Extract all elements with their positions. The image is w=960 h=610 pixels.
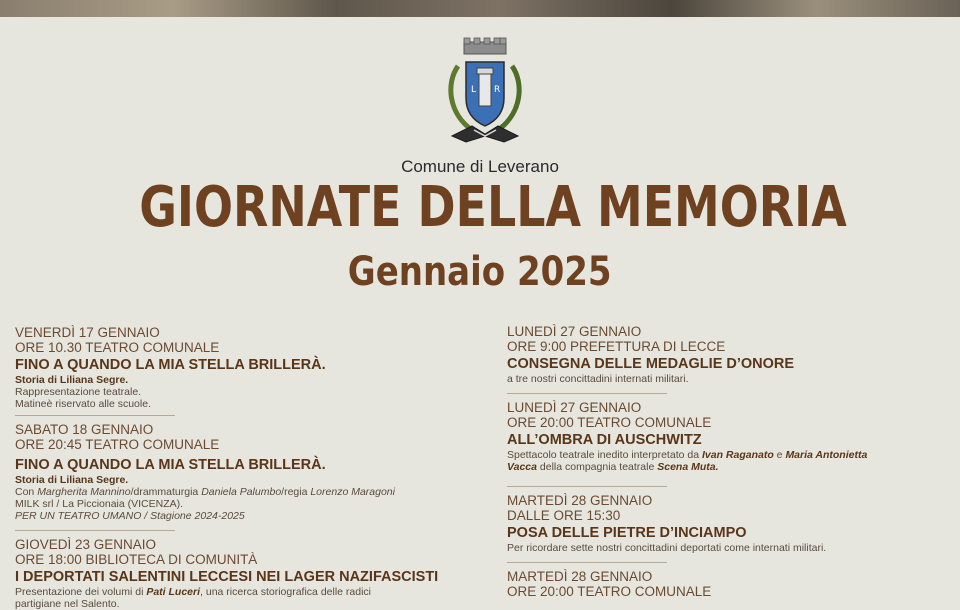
header-photo-strip (0, 0, 960, 17)
svg-text:R: R (494, 85, 501, 95)
event-item (507, 493, 947, 554)
event-line: partigiane nel Salento. (15, 598, 120, 610)
event-date: MARTEDÌ 28 GENNAIO (507, 493, 653, 508)
event-description: Vacca della compagnia teatrale Scena Muta. (507, 461, 719, 473)
divider (507, 562, 667, 563)
event-credits: Con Margherita Mannino/drammaturgia Daniela Palumbo/regia Lorenzo Maragoni (15, 486, 395, 498)
event-line: Per ricordare sette nostri concittadini deportati come internati militari. (507, 542, 827, 554)
event-description: Spettacolo teatrale inedito interpretato da Ivan Raganato e Maria Antonietta (507, 449, 868, 461)
event-time-place: ORE 18:00 BIBLIOTECA DI COMUNITÀ (15, 552, 258, 567)
event-date: MARTEDÌ 28 GENNAIO (507, 569, 653, 584)
event-time-place: ORE 20:00 TEATRO COMUNALE (507, 415, 712, 430)
event-title: ALL’OMBRA DI AUSCHWITZ (507, 432, 702, 448)
page-title: GIORNATE DELLA MEMORIA (139, 175, 847, 240)
event-date: LUNEDÌ 27 GENNAIO (507, 324, 642, 339)
divider (15, 530, 175, 531)
event-line: PER UN TEATRO UMANO / Stagione 2024-2025 (15, 510, 245, 522)
event-time-place: ORE 9:00 PREFETTURA DI LECCE (507, 339, 726, 354)
event-line: a tre nostri concittadini internati militari. (507, 373, 689, 385)
event-line: Matineè riservato alle scuole. (15, 398, 151, 410)
event-item (507, 400, 947, 473)
event-date: VENERDÌ 17 GENNAIO (15, 325, 160, 340)
event-description: Presentazione dei volumi di Pati Luceri, una ricerca storiografica delle radici (15, 586, 372, 598)
event-item (15, 537, 485, 610)
divider (507, 486, 667, 487)
event-item (507, 324, 947, 385)
svg-text:L: L (471, 85, 477, 95)
event-line: MILK srl / La Piccionaia (VICENZA). (15, 498, 184, 510)
page-subtitle: Gennaio 2025 (347, 249, 612, 295)
event-line: Storia di Liliana Segre. (15, 474, 129, 486)
event-date: SABATO 18 GENNAIO (15, 422, 154, 437)
event-title: I DEPORTATI SALENTINI LECCESI NEI LAGER NAZIFASCISTI (15, 569, 439, 585)
municipality-name: Comune di Leverano (401, 157, 559, 176)
event-time-place: ORE 10.30 TEATRO COMUNALE (15, 340, 220, 355)
divider (507, 393, 667, 394)
event-item (15, 422, 485, 522)
event-time-place: ORE 20:45 TEATRO COMUNALE (15, 437, 220, 452)
event-line: Rappresentazione teatrale. (15, 386, 142, 398)
events-right-column (507, 324, 947, 599)
event-item (507, 569, 947, 599)
divider (15, 415, 175, 416)
event-time-place: DALLE ORE 15:30 (507, 508, 621, 523)
event-title: POSA DELLE PIETRE D’INCIAMPO (507, 525, 747, 541)
event-title: CONSEGNA DELLE MEDAGLIE D’ONORE (507, 356, 795, 372)
event-date: LUNEDÌ 27 GENNAIO (507, 400, 642, 415)
event-item (15, 325, 485, 410)
events-left-column (15, 325, 485, 610)
event-title: FINO A QUANDO LA MIA STELLA BRILLERÀ. (15, 357, 326, 373)
event-title: FINO A QUANDO LA MIA STELLA BRILLERÀ. (15, 457, 326, 473)
event-date: GIOVEDÌ 23 GENNAIO (15, 537, 157, 552)
event-line: Storia di Liliana Segre. (15, 374, 129, 386)
municipal-crest-logo (444, 38, 526, 150)
event-time-place: ORE 20:00 TEATRO COMUNALE (507, 584, 712, 599)
